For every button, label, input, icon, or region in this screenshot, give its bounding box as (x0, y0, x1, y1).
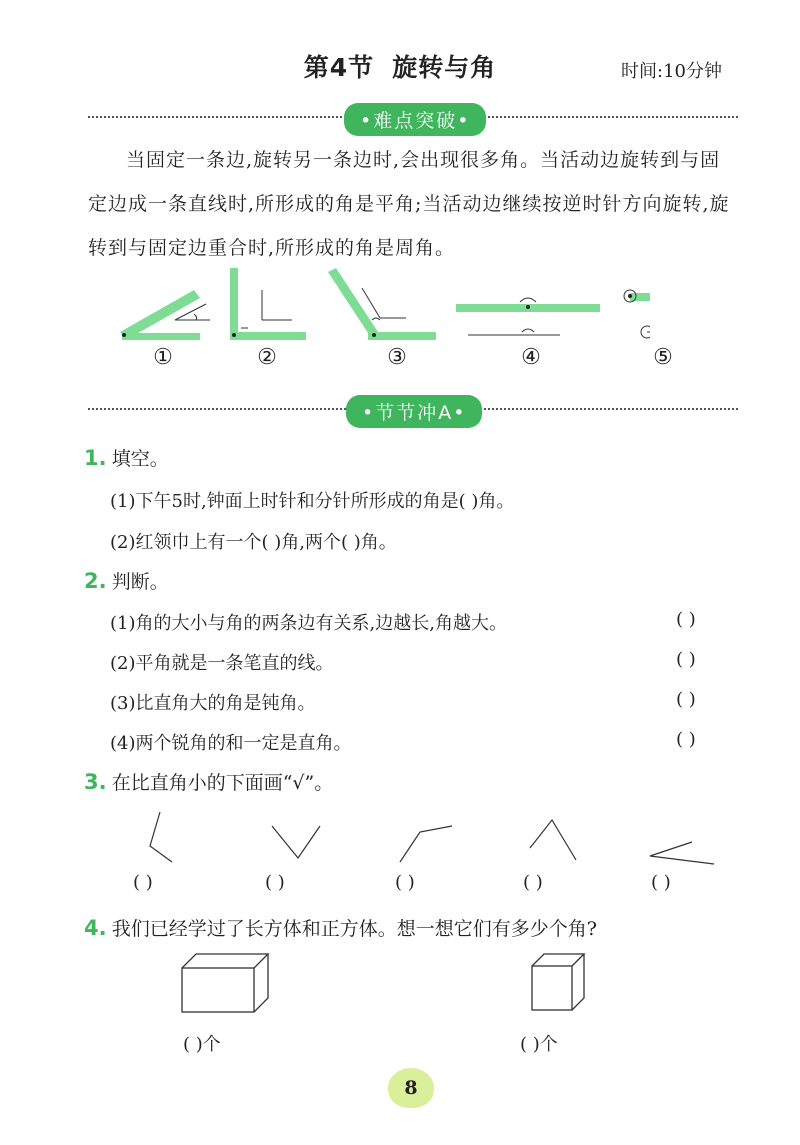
question-3 (84, 768, 333, 795)
q2-item-4: (4)两个锐角的和一定是直角。 (110, 733, 352, 754)
question-title: 填空。 (111, 448, 169, 470)
q3-answer-2[interactable]: ( ) (265, 872, 285, 893)
figure-straight-angle (456, 298, 600, 335)
question-number: 2. (84, 569, 107, 593)
q4-solids (170, 950, 610, 1020)
q3-angle-figures (130, 808, 730, 868)
question-1 (84, 444, 169, 471)
q2-item-2: (2)平角就是一条笔直的线。 (110, 653, 334, 674)
q2-answer-1[interactable]: ( ) (676, 609, 696, 630)
difficulty-paragraph: 当固定一条边,旋转另一条边时,会出现很多角。当活动边旋转到与固定边成一条直线时,所形成的角是平角;当活动边继续按逆时针方向旋转,旋转到与固定边重合时,所形成的角是周角。 (88, 149, 730, 259)
q3-angle-1 (150, 812, 172, 862)
rotation-figures (110, 260, 650, 350)
figure-label-4: ④ (521, 345, 541, 370)
q3-angle-5 (650, 842, 714, 864)
q3-answer-1[interactable]: ( ) (133, 872, 153, 893)
figure-right-angle (230, 268, 306, 340)
q4-answer-cube[interactable]: ( )个 (520, 1034, 558, 1055)
q4-answer-cuboid[interactable]: ( )个 (183, 1034, 221, 1055)
q3-answer-5[interactable]: ( ) (651, 872, 671, 893)
q2-answer-3[interactable]: ( ) (676, 689, 696, 710)
question-number: 3. (84, 770, 107, 794)
page-number: 8 (388, 1068, 434, 1108)
section-title: 旋转与角 (392, 53, 497, 82)
q3-angle-2 (272, 826, 320, 858)
figure-label-5: ⑤ (653, 345, 673, 370)
figure-full-angle (624, 290, 650, 338)
q2-item-3: (3)比直角大的角是钝角。 (110, 693, 316, 714)
question-title: 我们已经学过了长方体和正方体。想一想它们有多少个角? (111, 918, 597, 940)
q1-item-2: (2)红领巾上有一个( )角,两个( )角。 (110, 532, 397, 553)
figure-obtuse-angle (328, 268, 436, 340)
figure-acute-angle (120, 290, 210, 340)
question-number: 1. (84, 446, 107, 470)
question-title: 判断。 (111, 571, 169, 593)
q2-answer-4[interactable]: ( ) (676, 729, 696, 750)
cube-figure (532, 954, 584, 1010)
section-number: 第4节 (303, 53, 375, 82)
q2-item-1: (1)角的大小与角的两条边有关系,边越长,角越大。 (110, 613, 507, 634)
q3-angle-3 (400, 826, 452, 862)
q1-item-1: (1)下午5时,钟面上时针和分针所形成的角是( )角。 (110, 491, 515, 512)
question-title: 在比直角小的下面画“√”。 (111, 772, 334, 794)
q2-answer-2[interactable]: ( ) (676, 649, 696, 670)
cuboid-figure (182, 954, 268, 1012)
figure-label-3: ③ (387, 345, 407, 370)
q3-angle-4 (530, 820, 576, 860)
time-label: 时间:10分钟 (621, 61, 722, 82)
practice-badge: • 节节冲A • (346, 395, 482, 428)
figure-label-1: ① (153, 345, 173, 370)
difficulty-badge: • 难点突破 • (344, 103, 486, 136)
figure-label-2: ② (257, 345, 277, 370)
q3-answer-3[interactable]: ( ) (395, 872, 415, 893)
question-4 (84, 914, 597, 941)
question-2 (84, 567, 169, 594)
q3-answer-4[interactable]: ( ) (523, 872, 543, 893)
question-number: 4. (84, 916, 107, 940)
